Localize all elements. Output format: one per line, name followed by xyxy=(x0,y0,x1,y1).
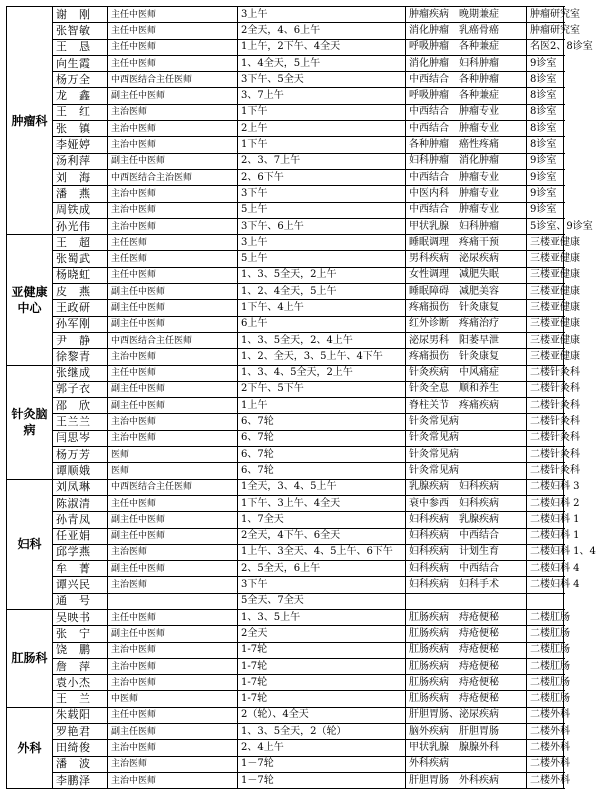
clinic-location: 肿瘤研究室 xyxy=(527,23,564,39)
table-row xyxy=(7,593,564,609)
doctor-name: 张 宁 xyxy=(53,626,108,642)
doctor-name: 王政研 xyxy=(53,300,108,316)
clinic-location: 9诊室 xyxy=(527,55,564,71)
doctor-name: 张 镇 xyxy=(53,121,108,137)
table-row xyxy=(7,55,564,71)
doctor-title: 主治中医师 xyxy=(108,740,238,756)
specialty: 肛肠疾病 痔疮便秘 xyxy=(406,642,527,658)
clinic-schedule: 1上午，2下午、4全天 xyxy=(238,39,406,55)
clinic-schedule: 5上午 xyxy=(238,251,406,267)
specialty: 妇科疾病 计划生育 xyxy=(406,544,527,560)
doctor-name: 王兰兰 xyxy=(53,414,108,430)
clinic-schedule: 6、7轮 xyxy=(238,463,406,479)
table-row xyxy=(7,724,564,740)
table-row xyxy=(7,658,564,674)
table-row xyxy=(7,316,564,332)
doctor-title: 主任中医师 xyxy=(108,267,238,283)
specialty: 肛肠疾病 痔疮便秘 xyxy=(406,658,527,674)
specialty: 消化肿瘤 乳癌骨癌 xyxy=(406,23,527,39)
clinic-location: 二楼妇科 4 xyxy=(527,577,564,593)
clinic-schedule: 1、3、4、5全天，2上午 xyxy=(238,365,406,381)
clinic-schedule: 3上午 xyxy=(238,7,406,23)
specialty: 各种肿瘤 癌性疼痛 xyxy=(406,137,527,153)
doctor-name: 孙军刚 xyxy=(53,316,108,332)
table-row xyxy=(7,169,564,185)
clinic-schedule: 1、7全天 xyxy=(238,512,406,528)
doctor-title: 副主任医师 xyxy=(108,724,238,740)
doctor-name: 通 号 xyxy=(53,593,108,609)
doctor-title: 中医师 xyxy=(108,691,238,707)
table-row xyxy=(7,479,564,495)
clinic-schedule: 2上午 xyxy=(238,121,406,137)
clinic-schedule: 1、4全天，5上午 xyxy=(238,55,406,71)
specialty: 中西结合 肿瘤专业 xyxy=(406,169,527,185)
specialty: 妇科疾病 中西结合 xyxy=(406,528,527,544)
clinic-schedule: 1下午、4上午 xyxy=(238,300,406,316)
doctor-name: 杨晓虹 xyxy=(53,267,108,283)
clinic-location: 二楼肛肠 xyxy=(527,642,564,658)
clinic-location: 8诊室 xyxy=(527,88,564,104)
specialty: 肝胆胃肠 外科疾病 xyxy=(406,772,527,788)
specialty: 针灸常见病 xyxy=(406,463,527,479)
doctor-title: 副主任中医师 xyxy=(108,626,238,642)
clinic-location: 二楼针灸科 xyxy=(527,414,564,430)
doctor-title: 主任中医师 xyxy=(108,7,238,23)
clinic-schedule: 1上午 xyxy=(238,398,406,414)
clinic-location: 三楼亚健康 xyxy=(527,332,564,348)
clinic-location: 二楼外科 xyxy=(527,756,564,772)
specialty: 肛肠疾病 痔疮便秘 xyxy=(406,609,527,625)
department-label: 肛肠科 xyxy=(7,609,53,707)
specialty: 睡眠调理 疼痛干预 xyxy=(406,235,527,251)
doctor-title: 主治中医师 xyxy=(108,658,238,674)
table-row xyxy=(7,463,564,479)
clinic-location: 三楼亚健康 xyxy=(527,235,564,251)
clinic-location: 名医2、8诊室 xyxy=(527,39,564,55)
doctor-name: 任亚娟 xyxy=(53,528,108,544)
specialty: 衰中参西 妇科疾病 xyxy=(406,495,527,511)
clinic-schedule: 1-7轮 xyxy=(238,642,406,658)
doctor-name: 邱学燕 xyxy=(53,544,108,560)
clinic-location: 9诊室 xyxy=(527,169,564,185)
doctor-title: 主治中医师 xyxy=(108,121,238,137)
department-label: 肿瘤科 xyxy=(7,7,53,235)
doctor-name: 王 恳 xyxy=(53,39,108,55)
doctor-name: 邵 欣 xyxy=(53,398,108,414)
table-row xyxy=(7,381,564,397)
table-row xyxy=(7,137,564,153)
clinic-schedule: 2、6下午 xyxy=(238,169,406,185)
clinic-schedule: 1、3、5全天，2上午 xyxy=(238,267,406,283)
schedule-sheet xyxy=(6,6,596,789)
clinic-location: 三楼亚健康 xyxy=(527,349,564,365)
table-row xyxy=(7,235,564,251)
clinic-schedule: 2全天 xyxy=(238,626,406,642)
doctor-title: 主任中医师 xyxy=(108,609,238,625)
doctor-title: 副主任中医师 xyxy=(108,561,238,577)
specialty: 中西结合 肿瘤专业 xyxy=(406,121,527,137)
clinic-schedule: 2、5全天，6上午 xyxy=(238,561,406,577)
clinic-location: 9诊室 xyxy=(527,186,564,202)
doctor-name: 陈淑清 xyxy=(53,495,108,511)
doctor-title: 主治中医师 xyxy=(108,675,238,691)
table-row xyxy=(7,121,564,137)
specialty: 泌尿男科 阳萎早泄 xyxy=(406,332,527,348)
specialty: 呼吸肿瘤 各种兼症 xyxy=(406,88,527,104)
clinic-schedule: 6、7轮 xyxy=(238,430,406,446)
table-row xyxy=(7,495,564,511)
doctor-title: 医师 xyxy=(108,447,238,463)
doctor-name: 徐黎青 xyxy=(53,349,108,365)
doctor-title: 副主任中医师 xyxy=(108,88,238,104)
table-row xyxy=(7,23,564,39)
clinic-schedule: 1、2、全天，3、5上午、4下午 xyxy=(238,349,406,365)
table-row xyxy=(7,332,564,348)
specialty: 妇科疾病 乳腺疾病 xyxy=(406,512,527,528)
doctor-title: 主治中医师 xyxy=(108,414,238,430)
table-row xyxy=(7,691,564,707)
table-row xyxy=(7,577,564,593)
doctor-name: 詹 萍 xyxy=(53,658,108,674)
table-row xyxy=(7,104,564,120)
specialty: 针灸全息 顺和养生 xyxy=(406,381,527,397)
table-row xyxy=(7,561,564,577)
specialty: 中西结合 肿瘤专业 xyxy=(406,202,527,218)
schedule-body xyxy=(7,7,596,789)
table-row xyxy=(7,202,564,218)
table-row xyxy=(7,88,564,104)
clinic-schedule: 5上午 xyxy=(238,202,406,218)
clinic-location: 二楼肛肠 xyxy=(527,675,564,691)
clinic-location: 二楼针灸科 xyxy=(527,430,564,446)
clinic-schedule: 3下午、6上午 xyxy=(238,218,406,234)
clinic-location: 二楼针灸科 xyxy=(527,381,564,397)
clinic-location: 二楼针灸科 xyxy=(527,463,564,479)
specialty: 呼吸肿瘤 各种兼症 xyxy=(406,39,527,55)
clinic-schedule: 1－7轮 xyxy=(238,772,406,788)
specialty: 男科疾病 泌尿疾病 xyxy=(406,251,527,267)
clinic-schedule: 3上午 xyxy=(238,235,406,251)
clinic-schedule: 1下午 xyxy=(238,104,406,120)
table-row xyxy=(7,186,564,202)
specialty: 疼痛损伤 针灸康复 xyxy=(406,349,527,365)
specialty: 乳腺疾病 妇科疾病 xyxy=(406,479,527,495)
doctor-name: 向生霞 xyxy=(53,55,108,71)
clinic-schedule: 3、7上午 xyxy=(238,88,406,104)
specialty: 肛肠疾病 痔疮便秘 xyxy=(406,675,527,691)
doctor-title: 主治医师 xyxy=(108,544,238,560)
clinic-location: 9诊室 xyxy=(527,202,564,218)
clinic-schedule: 1、3、5上午 xyxy=(238,609,406,625)
clinic-schedule: 1上午、3全天、4、5上午、6下午 xyxy=(238,544,406,560)
clinic-location: 8诊室 xyxy=(527,137,564,153)
table-row xyxy=(7,740,564,756)
clinic-schedule: 1-7轮 xyxy=(238,658,406,674)
doctor-name: 吴映书 xyxy=(53,609,108,625)
specialty: 肛肠疾病 痔疮便秘 xyxy=(406,691,527,707)
specialty: 甲状乳腺 腺腺外科 xyxy=(406,740,527,756)
doctor-name: 张智敏 xyxy=(53,23,108,39)
doctor-title: 副主任中医师 xyxy=(108,512,238,528)
doctor-name: 谢 刚 xyxy=(53,7,108,23)
doctor-name: 王 兰 xyxy=(53,691,108,707)
clinic-schedule: 5全天、7全天 xyxy=(238,593,406,609)
doctor-name: 张继成 xyxy=(53,365,108,381)
specialty: 女性调理 减肥失眠 xyxy=(406,267,527,283)
doctor-title: 主任中医师 xyxy=(108,707,238,723)
specialty: 肝胆胃肠、泌尿疾病 xyxy=(406,707,527,723)
specialty: 肿瘤疾病 晚期兼症 xyxy=(406,7,527,23)
clinic-location: 8诊室 xyxy=(527,104,564,120)
clinic-schedule: 3下午 xyxy=(238,577,406,593)
department-label: 针灸脑病 xyxy=(7,365,53,479)
specialty: 针灸常见病 xyxy=(406,430,527,446)
doctor-name: 王 超 xyxy=(53,235,108,251)
doctor-name: 孙青凤 xyxy=(53,512,108,528)
doctor-title: 主治中医师 xyxy=(108,202,238,218)
doctor-title: 中西医结合主治医师 xyxy=(108,169,238,185)
doctor-name: 龙 鑫 xyxy=(53,88,108,104)
clinic-location: 二楼肛肠 xyxy=(527,658,564,674)
specialty: 甲状乳腺 妇科肿瘤 xyxy=(406,218,527,234)
clinic-location: 肿瘤研究室 xyxy=(527,7,564,23)
table-row xyxy=(7,349,564,365)
doctor-name: 罗艳君 xyxy=(53,724,108,740)
specialty: 妇科疾病 中西结合 xyxy=(406,561,527,577)
table-row xyxy=(7,512,564,528)
clinic-location: 二楼外科 xyxy=(527,707,564,723)
clinic-schedule: 1、3、5全天，2（轮） xyxy=(238,724,406,740)
table-row xyxy=(7,772,564,788)
specialty: 脊柱关节 疼痛疾病 xyxy=(406,398,527,414)
doctor-title: 主任中医师 xyxy=(108,23,238,39)
doctor-title: 主治中医师 xyxy=(108,137,238,153)
clinic-location: 二楼肛肠 xyxy=(527,609,564,625)
clinic-schedule: 2全天，4、6上午 xyxy=(238,23,406,39)
specialty: 中西结合 各种肿瘤 xyxy=(406,72,527,88)
specialty: 睡眠障碍 减肥美容 xyxy=(406,284,527,300)
doctor-name: 潘 燕 xyxy=(53,186,108,202)
clinic-location: 三楼亚健康 xyxy=(527,267,564,283)
table-row xyxy=(7,414,564,430)
doctor-title: 主任医师 xyxy=(108,235,238,251)
department-label: 亚健康中心 xyxy=(7,235,53,365)
table-row xyxy=(7,544,564,560)
clinic-location: 二楼针灸科 xyxy=(527,398,564,414)
table-row xyxy=(7,7,564,23)
doctor-title: 副主任中医师 xyxy=(108,153,238,169)
doctor-schedule-table xyxy=(6,6,596,789)
clinic-schedule: 1全天，3、4、5上午 xyxy=(238,479,406,495)
table-row xyxy=(7,267,564,283)
clinic-location: 三楼亚健康 xyxy=(527,300,564,316)
clinic-location: 二楼妇科 4 xyxy=(527,561,564,577)
doctor-name: 潘 波 xyxy=(53,756,108,772)
doctor-name: 皮 燕 xyxy=(53,284,108,300)
doctor-name: 杨万全 xyxy=(53,72,108,88)
clinic-schedule: 6、7轮 xyxy=(238,414,406,430)
specialty: 红外诊断 疼痛治疗 xyxy=(406,316,527,332)
doctor-name: 张蜀武 xyxy=(53,251,108,267)
doctor-title: 主治医师 xyxy=(108,104,238,120)
clinic-location: 8诊室 xyxy=(527,121,564,137)
doctor-name: 王 红 xyxy=(53,104,108,120)
specialty: 脑外疾病 肝胆胃肠 xyxy=(406,724,527,740)
doctor-title: 主任中医师 xyxy=(108,495,238,511)
doctor-title: 主治医师 xyxy=(108,577,238,593)
clinic-location: 二楼外科 xyxy=(527,724,564,740)
clinic-location: 二楼妇科 1、4 xyxy=(527,544,564,560)
department-label: 妇科 xyxy=(7,479,53,609)
doctor-name: 孙光伟 xyxy=(53,218,108,234)
specialty: 疼痛损伤 针灸康复 xyxy=(406,300,527,316)
doctor-title: 副主任中医师 xyxy=(108,284,238,300)
doctor-title xyxy=(108,593,238,609)
clinic-schedule: 1、2、4全天，5上午 xyxy=(238,284,406,300)
doctor-title: 主治中医师 xyxy=(108,349,238,365)
clinic-schedule: 1-7轮 xyxy=(238,675,406,691)
clinic-schedule: 6、7轮 xyxy=(238,447,406,463)
table-row xyxy=(7,626,564,642)
clinic-schedule: 2（轮）、4全天 xyxy=(238,707,406,723)
doctor-name: 尹 静 xyxy=(53,332,108,348)
doctor-name: 刘 海 xyxy=(53,169,108,185)
doctor-name: 田绮俊 xyxy=(53,740,108,756)
doctor-name: 闫思岑 xyxy=(53,430,108,446)
doctor-name: 李娅婷 xyxy=(53,137,108,153)
clinic-location: 二楼肛肠 xyxy=(527,691,564,707)
specialty: 消化肿瘤 妇科肿瘤 xyxy=(406,55,527,71)
doctor-title: 副主任中医师 xyxy=(108,381,238,397)
clinic-schedule: 1下午、3上午、4全天 xyxy=(238,495,406,511)
clinic-schedule: 2、4上午 xyxy=(238,740,406,756)
doctor-name: 朱载阳 xyxy=(53,707,108,723)
doctor-name: 杨万芳 xyxy=(53,447,108,463)
clinic-location: 9诊室 xyxy=(527,153,564,169)
doctor-title: 主治中医师 xyxy=(108,642,238,658)
doctor-name: 郭子衣 xyxy=(53,381,108,397)
doctor-title: 中西医结合主任医师 xyxy=(108,72,238,88)
specialty: 肛肠疾病 痔疮便秘 xyxy=(406,626,527,642)
clinic-location: 二楼针灸科 xyxy=(527,365,564,381)
doctor-name: 李鹏泽 xyxy=(53,772,108,788)
doctor-title: 医师 xyxy=(108,463,238,479)
doctor-title: 主任中医师 xyxy=(108,365,238,381)
clinic-schedule: 2、3、7上午 xyxy=(238,153,406,169)
doctor-title: 主治中医师 xyxy=(108,430,238,446)
table-row xyxy=(7,756,564,772)
clinic-schedule: 2全天，4下午、6全天 xyxy=(238,528,406,544)
clinic-location: 二楼外科 xyxy=(527,740,564,756)
specialty: 外科疾病 xyxy=(406,756,527,772)
table-row xyxy=(7,447,564,463)
doctor-title: 主治中医师 xyxy=(108,218,238,234)
doctor-title: 主任中医师 xyxy=(108,39,238,55)
doctor-name: 汤利萍 xyxy=(53,153,108,169)
doctor-title: 副主任中医师 xyxy=(108,528,238,544)
doctor-title: 副主任中医师 xyxy=(108,300,238,316)
clinic-schedule: 1、3、5全天，2、4上午 xyxy=(238,332,406,348)
doctor-title: 主治中医师 xyxy=(108,772,238,788)
clinic-schedule: 1－7轮 xyxy=(238,756,406,772)
doctor-title: 主任中医师 xyxy=(108,55,238,71)
table-row xyxy=(7,72,564,88)
specialty: 针灸疾病 中风痛症 xyxy=(406,365,527,381)
table-row xyxy=(7,153,564,169)
clinic-location: 5诊室、9诊室 xyxy=(527,218,564,234)
clinic-location: 8诊室 xyxy=(527,72,564,88)
doctor-title: 主治中医师 xyxy=(108,186,238,202)
doctor-title: 中西医结合主任医师 xyxy=(108,332,238,348)
department-label: 外科 xyxy=(7,707,53,788)
table-row xyxy=(7,39,564,55)
specialty: 针灸常见病 xyxy=(406,447,527,463)
clinic-location: 二楼妇科 3 xyxy=(527,479,564,495)
clinic-schedule: 3下午、5全天 xyxy=(238,72,406,88)
clinic-location: 三楼亚健康 xyxy=(527,284,564,300)
clinic-schedule: 2下午、5下午 xyxy=(238,381,406,397)
clinic-schedule: 1-7轮 xyxy=(238,691,406,707)
doctor-name: 刘凤琳 xyxy=(53,479,108,495)
doctor-name: 周铁成 xyxy=(53,202,108,218)
table-row xyxy=(7,300,564,316)
doctor-name: 谭兴民 xyxy=(53,577,108,593)
clinic-location: 三楼亚健康 xyxy=(527,251,564,267)
doctor-name: 牟 菁 xyxy=(53,561,108,577)
table-row xyxy=(7,398,564,414)
table-row xyxy=(7,707,564,723)
specialty: 针灸常见病 xyxy=(406,414,527,430)
clinic-schedule: 6上午 xyxy=(238,316,406,332)
clinic-location: 二楼针灸科 xyxy=(527,447,564,463)
table-row xyxy=(7,251,564,267)
doctor-title: 主任医师 xyxy=(108,251,238,267)
doctor-title: 中西医结合主任医师 xyxy=(108,479,238,495)
clinic-location: 二楼妇科 2 xyxy=(527,495,564,511)
doctor-title: 副主任中医师 xyxy=(108,398,238,414)
table-row xyxy=(7,642,564,658)
specialty: 中医内科 肿瘤专业 xyxy=(406,186,527,202)
table-row xyxy=(7,218,564,234)
clinic-location: 三楼亚健康 xyxy=(527,316,564,332)
clinic-schedule: 1下午 xyxy=(238,137,406,153)
doctor-name: 谭顺娥 xyxy=(53,463,108,479)
doctor-title: 主治医师 xyxy=(108,756,238,772)
clinic-location: 二楼肛肠 xyxy=(527,626,564,642)
doctor-name: 袁小杰 xyxy=(53,675,108,691)
clinic-location: 二楼外科 xyxy=(527,772,564,788)
doctor-title: 副主任中医师 xyxy=(108,316,238,332)
table-row xyxy=(7,284,564,300)
clinic-location: 二楼妇科 1 xyxy=(527,528,564,544)
doctor-name: 饶 鹏 xyxy=(53,642,108,658)
specialty xyxy=(406,593,527,609)
table-row xyxy=(7,675,564,691)
specialty: 中西结合 肿瘤专业 xyxy=(406,104,527,120)
table-row xyxy=(7,365,564,381)
table-row xyxy=(7,430,564,446)
clinic-schedule: 3下午 xyxy=(238,186,406,202)
clinic-location xyxy=(527,593,564,609)
table-row xyxy=(7,528,564,544)
specialty: 妇科肿瘤 消化肿瘤 xyxy=(406,153,527,169)
specialty: 妇科疾病 妇科手术 xyxy=(406,577,527,593)
clinic-location: 二楼妇科 1 xyxy=(527,512,564,528)
table-row xyxy=(7,609,564,625)
